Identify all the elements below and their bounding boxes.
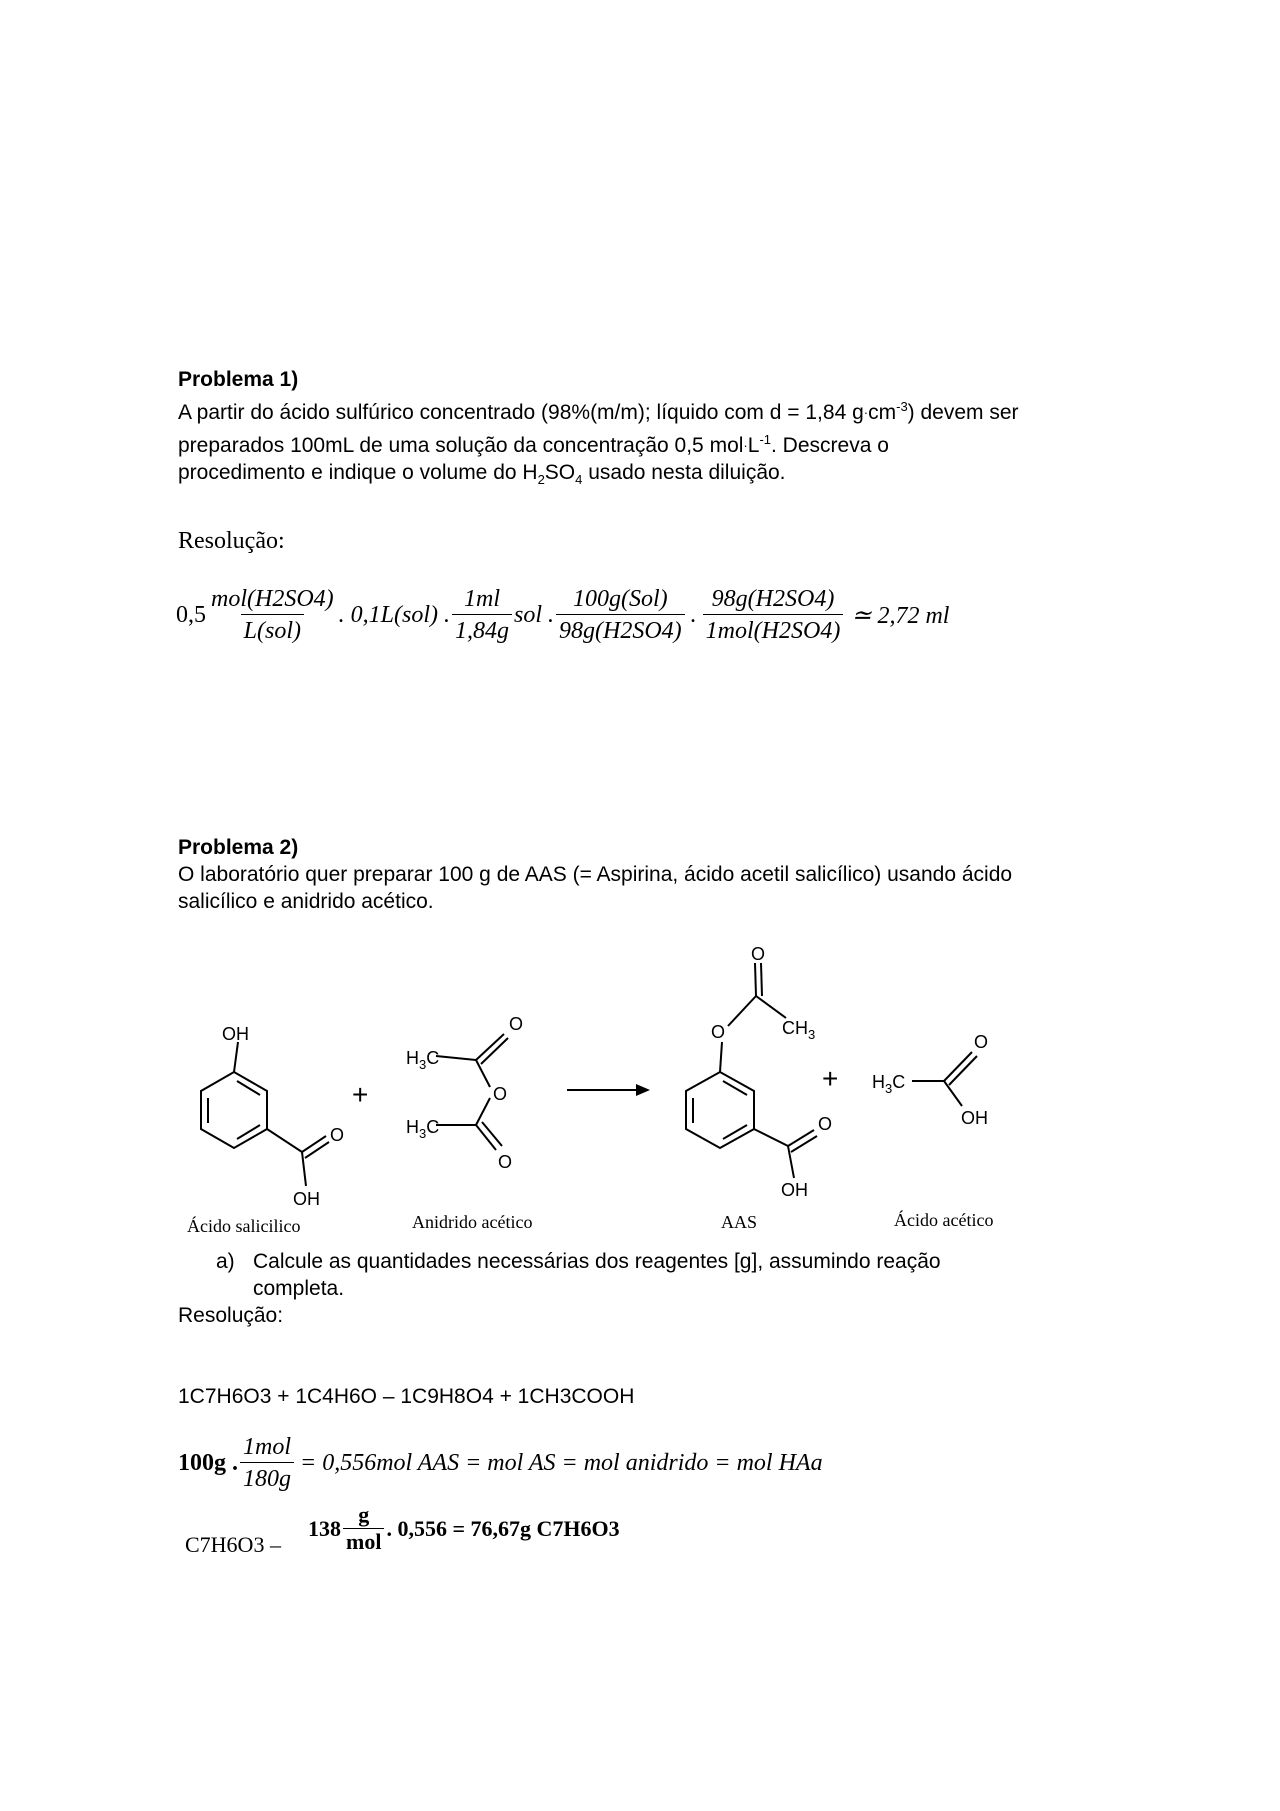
salicylic-oh-top: OH [222,1024,249,1044]
eq3-fraction: $\frac{g}{\text{mol}}$ [343,1502,384,1555]
caption-salicylic-acid: Ácido salicilico [187,1216,301,1236]
eq1-term-2: sol . [514,602,555,628]
problem2-statement [178,861,1138,915]
reaction-arrow-head [636,1084,650,1096]
eq1-result: ≃ 2,72 ml [851,603,950,629]
aas-structure [686,963,817,1178]
aas-o-top: O [751,944,766,964]
problem1-resolution-label: Resolução: [178,528,285,554]
problem1-equation [176,584,949,647]
eq3-rest: . 0,556 = 76,67g C7H6O3 [386,1515,620,1541]
problem1-line1: A partir do ácido sulfúrico concentrado (98%(m/m); líquido com d = 1,84 $g\cdot cm^{-3}$) devem ser [178,399,1019,424]
problem1-line3: procedimento e indique o volume do $H_2SO_4$ usado nesta diluição. [178,461,786,488]
plus-sign-1: + [352,1079,369,1110]
acetic-h3c: $H_3C$ [872,1072,906,1096]
anhydride-o-top: O [509,1014,524,1034]
problem2-title: Problema 2) [178,836,299,859]
anhydride-o-middle: O [493,1084,508,1104]
acetic-o: O [974,1032,989,1052]
reaction-scheme [0,930,1280,1240]
eq2-rest: = 0,556mol AAS = mol AS = mol anidrido = mol HAa [300,1450,823,1476]
reaction-equation: 1C7H6O3 + 1C4H6O – 1C9H8O4 + 1CH3COOH [178,1385,635,1408]
salicylic-o: O [330,1125,345,1145]
item-a-marker: a) [216,1250,235,1273]
problem2-line2: salicílico e anidrido acético. [178,890,434,913]
salicylic-acid-structure [201,1042,329,1186]
eq3-coef: 138 [308,1515,341,1541]
eq1-coef: 0,5 [176,602,206,628]
acetic-oh: OH [961,1108,988,1128]
anhydride-h3c-bottom: $H_3C$ [406,1117,440,1141]
eq1-fraction-1: $\frac{\text{mol(H2SO4)}}{\text{L(sol)}}$ [208,584,337,647]
eq1-term-3: . [690,602,697,628]
moles-equation [178,1432,823,1495]
problem2-resolution-label: Resolução: [178,1304,284,1327]
problem1-line2: preparados 100mL de uma solução da concentração 0,5 $mol\cdot L^{-1}$. Descreva o [178,432,889,457]
acetic-acid-structure [912,1052,977,1106]
eq1-fraction-2: $\frac{1ml}{1,84g}$ [452,584,512,647]
problem2-line1: O laboratório quer preparar 100 g de AAS (= Aspirina, ácido acetil salicílico) usando ácido [178,863,1013,886]
caption-acetic-anhydride: Anidrido acético [412,1212,533,1232]
eq2-fraction: $\frac{\text{1mol}}{180g}$ [240,1432,294,1495]
caption-aas: AAS [721,1212,758,1232]
eq1-term-1: . 0,1L(sol) . [338,602,450,628]
anhydride-h3c-top: $H_3C$ [406,1048,440,1072]
eq1-fraction-4: $\frac{98g(H2SO4)}{\text{1mol(H2SO4)}}$ [703,584,844,647]
problem1-statement [178,393,1138,493]
aas-o-acid: O [818,1114,833,1134]
aas-ch3: $CH_3$ [782,1018,816,1042]
plus-sign-2: + [822,1063,839,1094]
mass-equation [308,1502,620,1555]
item-a-text: Calcule as quantidades necessárias dos reagentes [g], assumindo reação completa. [253,1250,941,1300]
aas-o-ester: O [711,1022,726,1042]
eq2-lead: 100g . [178,1450,238,1476]
eq1-fraction-3: $\frac{\text{100g(Sol)}}{98g(H2SO4)}$ [556,584,685,647]
anhydride-o-bottom: O [498,1152,513,1172]
eq3-label: C7H6O3 – [185,1532,281,1557]
aas-oh: OH [781,1180,808,1200]
problem1-title: Problema 1) [178,368,299,391]
caption-acetic-acid: Ácido acético [894,1210,994,1230]
salicylic-oh-bottom: OH [293,1189,320,1209]
